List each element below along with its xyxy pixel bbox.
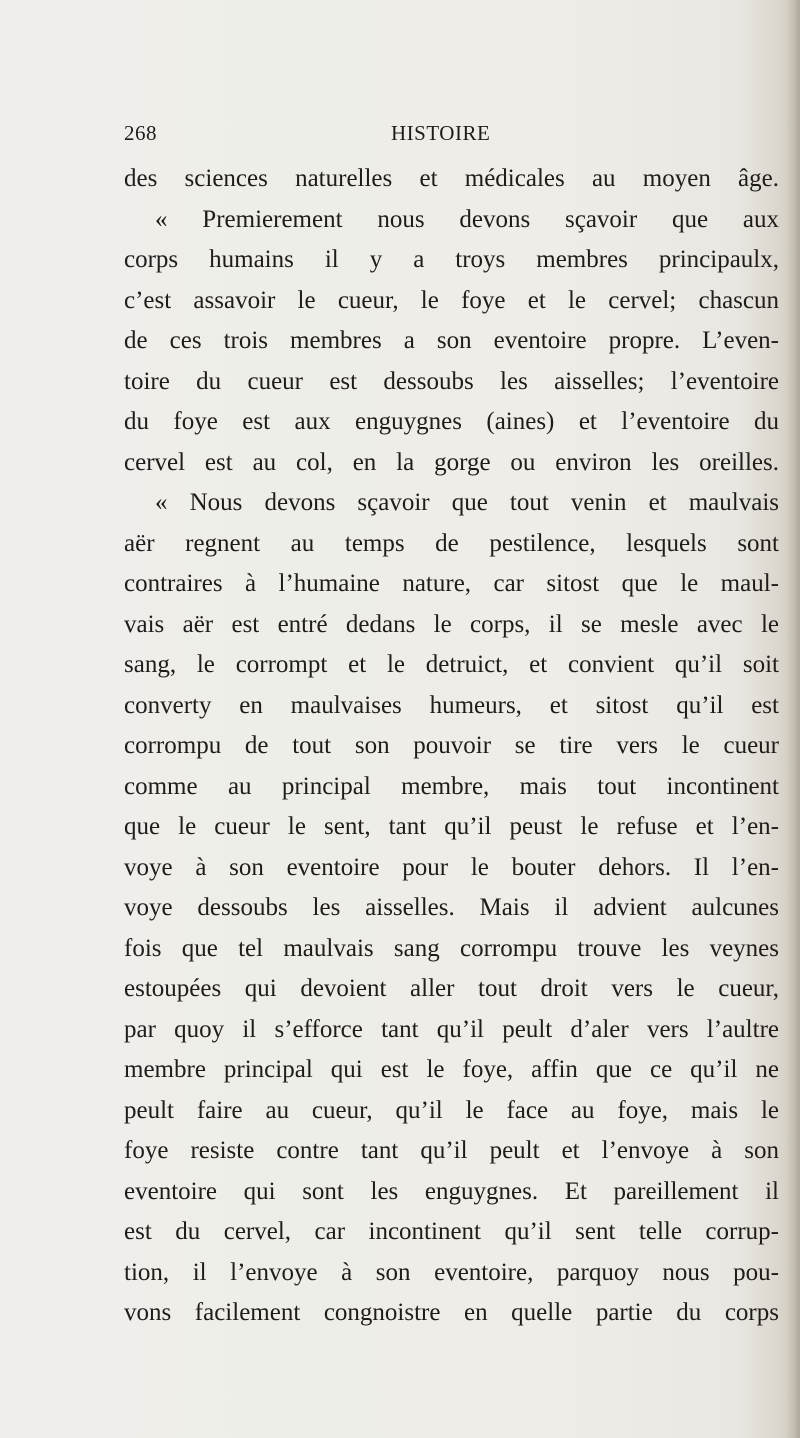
text-line: « Nous devons sçavoir que tout venin et maulvais (155, 489, 779, 516)
page-number: 268 (124, 121, 157, 145)
text-line: aër regnent au temps de pestilence, lesquels sont (124, 529, 779, 557)
text-line: vons facilement congnoistre en quelle partie du corps (124, 1299, 779, 1326)
running-title: HISTOIRE (391, 121, 491, 145)
text-line: que le cueur le sent, tant qu’il peust le refuse et l’en- (124, 813, 779, 840)
text-line: voye à son eventoire pour le bouter dehors. Il l’en- (124, 853, 779, 881)
text-line: du foye est aux enguygnes (aines) et l’eventoire du (124, 408, 779, 435)
text-line: contraires à l’humaine nature, car sitost que le maul- (124, 570, 779, 597)
text-line: vais aër est entré dedans le corps, il se mesle avec le (124, 610, 779, 638)
text-line: corrompu de tout son pouvoir se tire vers le cueur (124, 732, 779, 759)
page-edge-shadow (786, 0, 800, 1438)
text-line: est du cervel, car incontinent qu’il sent telle corrup- (124, 1218, 779, 1245)
text-line: foye resiste contre tant qu’il peult et l’envoye à son (124, 1137, 779, 1164)
text-line: converty en maulvaises humeurs, et sitost qu’il est (124, 691, 779, 719)
text-line: eventoire qui sont les enguygnes. Et pareillement il (124, 1177, 779, 1205)
text-line: peult faire au cueur, qu’il le face au foye, mais le (124, 1096, 779, 1124)
running-head (124, 121, 779, 151)
text-line: c’est assavoir le cueur, le foye et le cervel; chascun (124, 286, 779, 314)
text-line: comme au principal membre, mais tout incontinent (124, 772, 779, 800)
text-line: « Premierement nous devons sçavoir que aux (155, 205, 779, 233)
text-line: de ces trois membres a son eventoire propre. L’even- (124, 327, 779, 354)
text-line: voye dessoubs les aisselles. Mais il advient aulcunes (124, 894, 779, 921)
body-text (124, 159, 779, 1334)
text-line: tion, il l’envoye à son eventoire, parquoy nous pou- (124, 1258, 779, 1286)
text-line: estoupées qui devoient aller tout droit vers le cueur, (124, 975, 779, 1002)
text-line: par quoy il s’efforce tant qu’il peult d’aler vers l’aultre (124, 1015, 779, 1043)
text-line: corps humains il y a troys membres principaulx, (124, 246, 779, 273)
text-line: toire du cueur est dessoubs les aisselles; l’eventoire (124, 367, 779, 395)
text-line: fois que tel maulvais sang corrompu trouve les veynes (124, 934, 779, 962)
text-line: des sciences naturelles et médicales au moyen âge. (124, 165, 779, 192)
text-line: membre principal qui est le foye, affin que ce qu’il ne (124, 1056, 779, 1083)
text-line: cervel est au col, en la gorge ou environ les oreilles. (124, 448, 779, 476)
text-line: sang, le corrompt et le detruict, et convient qu’il soit (124, 651, 779, 678)
